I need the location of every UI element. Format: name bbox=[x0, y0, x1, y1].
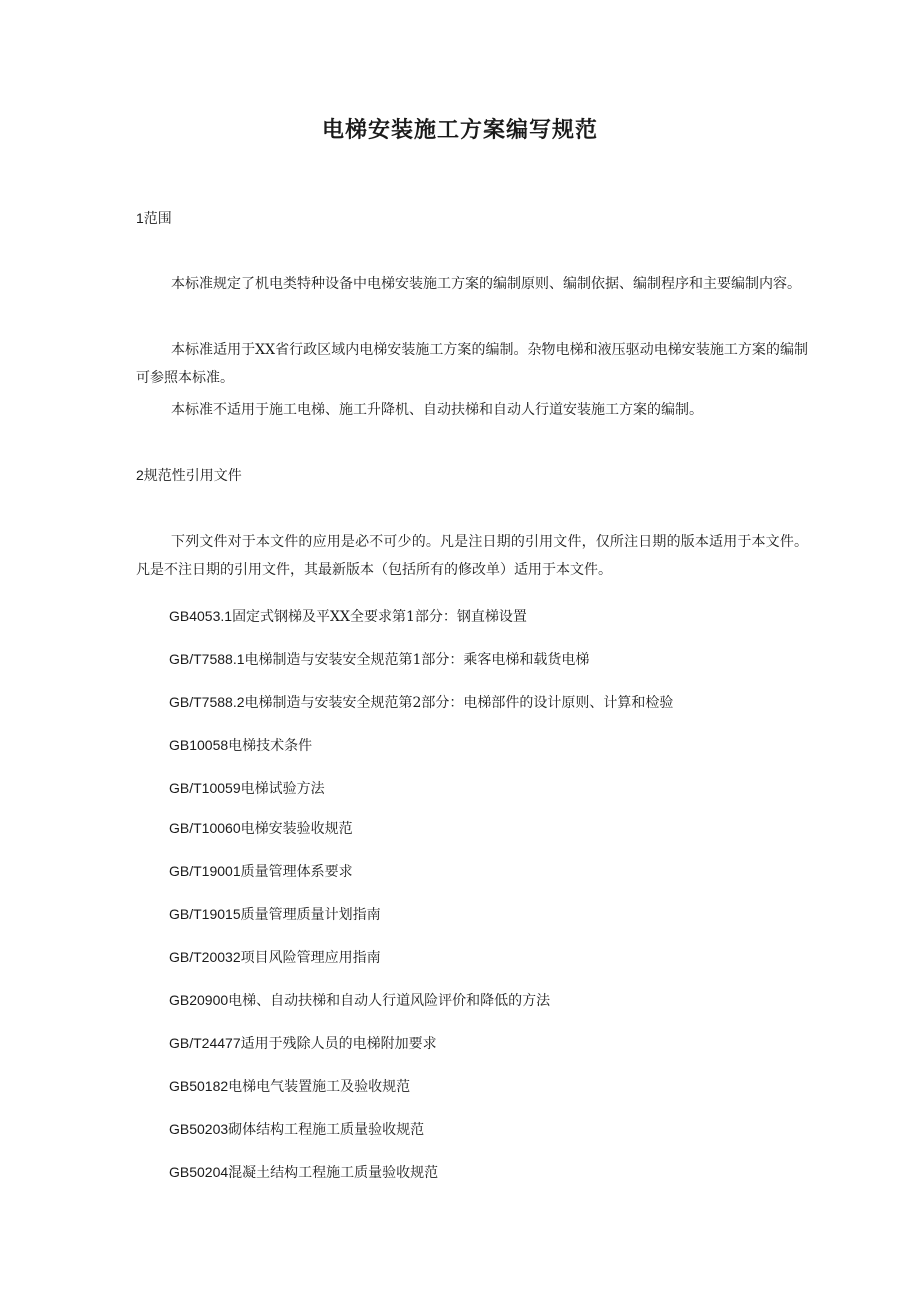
reference-item bbox=[169, 1033, 437, 1053]
reference-item bbox=[169, 818, 353, 838]
reference-title: 电梯制造与安装安全规范第2部分：电梯部件的设计原则、计算和检验 bbox=[244, 695, 674, 711]
reference-code: GB/T7588.1 bbox=[169, 651, 245, 667]
reference-title: 电梯安装验收规范 bbox=[240, 821, 353, 837]
reference-item bbox=[169, 990, 550, 1010]
reference-item bbox=[169, 606, 527, 626]
reference-title: 电梯制造与安装安全规范第1部分：乘客电梯和载货电梯 bbox=[244, 652, 590, 668]
reference-title: 质量管理质量计划指南 bbox=[240, 907, 381, 923]
reference-title: 电梯试验方法 bbox=[240, 781, 325, 797]
reference-code: GB10058 bbox=[169, 737, 229, 753]
reference-title: 项目风险管理应用指南 bbox=[240, 950, 381, 966]
reference-item bbox=[169, 947, 381, 967]
reference-title: 电梯电气装置施工及验收规范 bbox=[228, 1079, 411, 1095]
reference-title: 电梯、自动扶梯和自动人行道风险评价和降低的方法 bbox=[228, 993, 551, 1009]
reference-code: GB50203 bbox=[169, 1121, 229, 1137]
reference-code: GB/T24477 bbox=[169, 1035, 241, 1051]
reference-item bbox=[169, 1076, 410, 1096]
reference-title: 电梯技术条件 bbox=[228, 738, 313, 754]
reference-code: GB4053.1 bbox=[169, 608, 233, 624]
reference-title: 砌体结构工程施工质量验收规范 bbox=[228, 1122, 425, 1138]
reference-item bbox=[169, 1119, 424, 1139]
reference-code: GB/T10059 bbox=[169, 780, 241, 796]
reference-item bbox=[169, 778, 325, 798]
reference-item bbox=[169, 649, 589, 669]
reference-title: 固定式钢梯及平XX全要求第1部分：钢直梯设置 bbox=[232, 609, 527, 625]
reference-code: GB/T20032 bbox=[169, 949, 241, 965]
reference-item bbox=[169, 861, 353, 881]
reference-code: GB/T19001 bbox=[169, 863, 241, 879]
paragraph: 本标准不适用于施工电梯、施工升降机、自动扶梯和自动人行道安装施工方案的编制。 bbox=[171, 402, 703, 418]
reference-item bbox=[169, 1162, 438, 1182]
reference-code: GB/T7588.2 bbox=[169, 694, 245, 710]
section-heading-scope: 1范围 bbox=[136, 210, 172, 226]
reference-item bbox=[169, 904, 381, 924]
reference-title: 质量管理体系要求 bbox=[240, 864, 353, 880]
section-heading-normative-references: 2规范性引用文件 bbox=[136, 467, 242, 483]
reference-title: 适用于残除人员的电梯附加要求 bbox=[240, 1036, 437, 1052]
reference-item bbox=[169, 735, 312, 755]
reference-code: GB50182 bbox=[169, 1078, 229, 1094]
document-title: 电梯安装施工方案编写规范 bbox=[321, 118, 598, 143]
reference-code: GB20900 bbox=[169, 992, 229, 1008]
reference-code: GB/T10060 bbox=[169, 820, 241, 836]
reference-item bbox=[169, 692, 673, 712]
paragraph: 本标准规定了机电类特种设备中电梯安装施工方案的编制原则、编制依据、编制程序和主要编制内容。 bbox=[171, 276, 801, 292]
paragraph: 下列文件对于本文件的应用是必不可少的。凡是注日期的引用文件，仅所注日期的版本适用于本文件。凡是不注日期的引用文件，其最新版本（包括所有的修改单）适用于本文件。 bbox=[136, 534, 808, 578]
paragraph: 本标准适用于XX省行政区域内电梯安装施工方案的编制。杂物电梯和液压驱动电梯安装施工方案的编制可参照本标准。 bbox=[136, 342, 808, 386]
reference-code: GB50204 bbox=[169, 1164, 229, 1180]
reference-code: GB/T19015 bbox=[169, 906, 241, 922]
reference-title: 混凝土结构工程施工质量验收规范 bbox=[228, 1165, 439, 1181]
